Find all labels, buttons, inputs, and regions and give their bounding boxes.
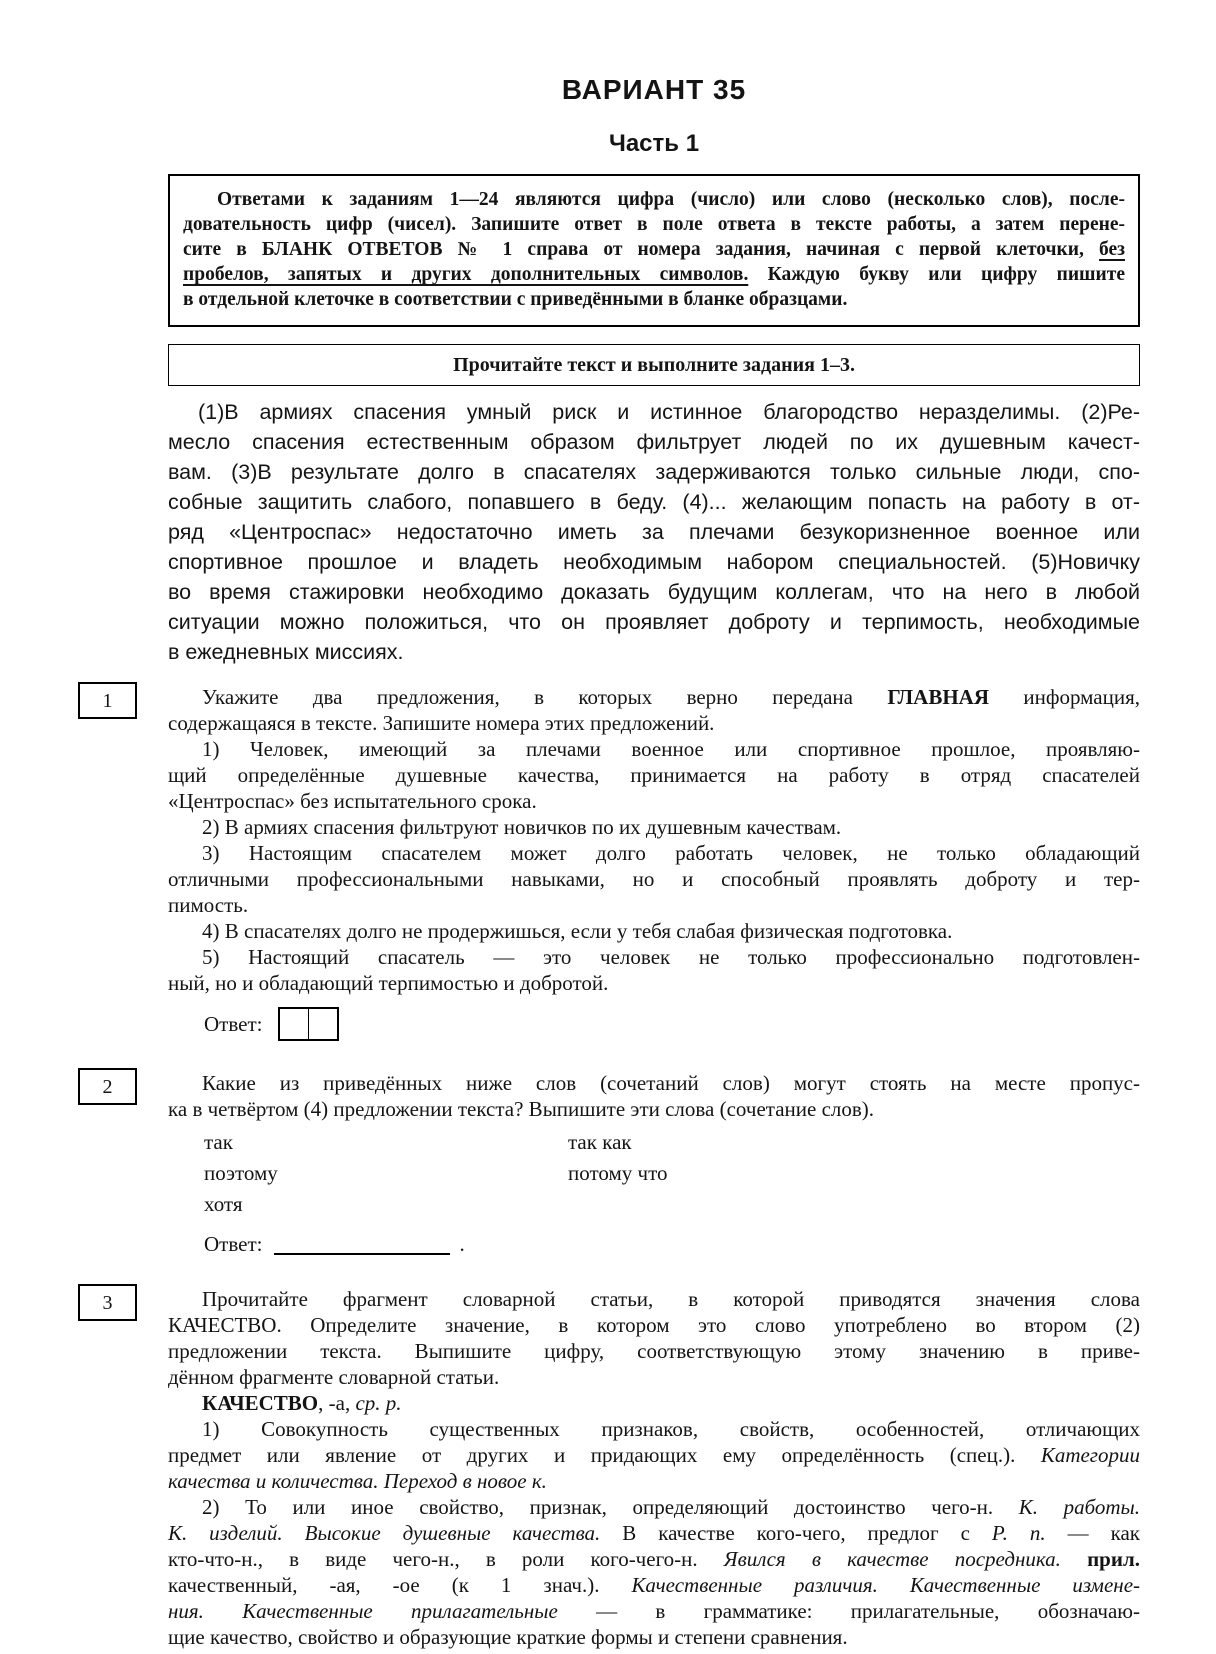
text-segment: довательность цифр (чисел). Запишите ответ в поле ответа в тексте работы, а затем перене- [183, 214, 1125, 235]
answer-cell-2 [308, 1009, 337, 1039]
text-line [168, 1598, 1140, 1624]
task-number: 3 [102, 1291, 113, 1314]
text-line [168, 607, 1140, 637]
text-segment: 3) Настоящим спасателем может долго работать человек, не только обладающий [202, 841, 1140, 865]
text-line [168, 1546, 1140, 1572]
text-segment: Категории [1040, 1443, 1140, 1467]
text-line [168, 1286, 1140, 1312]
text-line [168, 814, 1140, 840]
text-segment: щие качество, свойство и образующие краткие формы и степени сравнения. [168, 1625, 848, 1649]
text-segment: пимость. [168, 893, 249, 917]
text-segment: так как [568, 1130, 632, 1154]
text-line [168, 1416, 1140, 1442]
page-title: ВАРИАНТ 35 [561, 74, 747, 105]
text-segment: качества и количества. Переход в новое к. [168, 1469, 547, 1493]
text-line [204, 1127, 568, 1158]
text-segment: К. работы. [1018, 1495, 1140, 1519]
text-line [168, 547, 1140, 577]
task-2-number-box [78, 1068, 137, 1105]
text-segment: в ежедневных миссиях. [168, 640, 404, 664]
task-3-number-box [78, 1284, 137, 1321]
text-line [168, 788, 1140, 814]
text-segment: Р. п. [991, 1521, 1046, 1545]
text-segment: содержащаяся в тексте. Запишите номера этих предложений. [168, 711, 715, 735]
text-segment: предложении текста. Выпишите цифру, соответствующую этому значению в приве- [168, 1339, 1140, 1363]
text-segment: 2) В армиях спасения фильтруют новичков по их душевным качествам. [202, 815, 842, 839]
text-line [168, 1494, 1140, 1520]
text-segment: ср. р. [355, 1391, 402, 1415]
text-line [168, 710, 1140, 736]
text-line [168, 637, 1140, 667]
text-segment: вам. (3)В результате долго в спасателях задерживаются только сильные люди, спо- [168, 460, 1140, 484]
text-segment: дённом фрагменте словарной статьи. [168, 1365, 500, 1389]
text-line [168, 1312, 1140, 1338]
text-line [168, 736, 1140, 762]
answer-cell-1 [280, 1009, 308, 1039]
text-line [168, 970, 1140, 996]
text-line [168, 397, 1140, 427]
task-number: 2 [102, 1075, 113, 1098]
task-number: 1 [102, 689, 113, 712]
text-line [168, 1390, 1140, 1416]
text-line [168, 840, 1140, 866]
instruction-box [168, 174, 1140, 327]
text-segment: 1) Человек, имеющий за плечами военное или спортивное прошлое, проявляю- [202, 737, 1140, 761]
task-1-answer-row [204, 1007, 1140, 1041]
text-segment: спортивное прошлое и владеть необходимым набором специальностей. (5)Новичку [168, 550, 1140, 574]
answer-label: Ответ: [204, 1232, 263, 1256]
read-task-box [168, 344, 1140, 386]
text-segment: ГЛАВНАЯ [887, 685, 990, 709]
task-1-text [168, 684, 1140, 996]
text-segment: пробелов, запятых и других дополнительных символов. [183, 264, 749, 285]
task-1 [102, 684, 1140, 1041]
task-2-answer-row [204, 1231, 1140, 1257]
answer-cells-box [278, 1007, 339, 1041]
text-line [168, 892, 1140, 918]
text-line [168, 1572, 1140, 1598]
text-line [204, 1189, 568, 1220]
text-segment: собные защитить слабого, попавшего в беду. (4)... желающим попасть на работу в от- [168, 490, 1140, 514]
text-line [168, 1520, 1140, 1546]
text-segment: 5) Настоящий спасатель — это человек не только профессионально подготовлен- [202, 945, 1140, 969]
task-2 [102, 1070, 1140, 1257]
answer-label: Ответ: [204, 1012, 263, 1036]
text-segment: хотя [204, 1192, 243, 1216]
text-segment [1061, 1547, 1087, 1571]
text-line [168, 1442, 1140, 1468]
text-line [568, 1158, 667, 1189]
text-segment: информация, [989, 685, 1140, 709]
text-segment: — как [1045, 1521, 1140, 1545]
text-line [168, 1468, 1140, 1494]
text-segment: Ответами к заданиям 1—24 являются цифра (число) или слово (несколько слов), после- [217, 189, 1125, 210]
answer-suffix: . [459, 1232, 465, 1256]
task-2-text [168, 1070, 1140, 1122]
task-3-text [168, 1286, 1140, 1650]
text-segment: во время стажировки необходимо доказать будущим коллегам, что на него в любой [168, 580, 1140, 604]
text-segment: потому что [568, 1161, 668, 1185]
text-segment: качественный, -ая, -ое (к 1 знач.). [168, 1573, 632, 1597]
text-segment: — в грамматике: прилагательные, обозначаю- [557, 1599, 1140, 1623]
text-segment: Прочитайте фрагмент словарной статьи, в которой приводятся значения слова [202, 1287, 1140, 1311]
text-segment: В качестве кого-чего, предлог с [600, 1521, 992, 1545]
text-segment: Каждую букву или цифру пишите [748, 264, 1125, 285]
text-segment: ка в четвёртом (4) предложении текста? Выпишите эти слова (сочетание слов). [168, 1097, 875, 1121]
task-2-word-options [204, 1127, 1140, 1220]
text-segment: Явился в качестве посредника. [723, 1547, 1061, 1571]
text-segment: КАЧЕСТВО. Определите значение, в котором это слово употреблено во втором (2) [168, 1313, 1140, 1337]
text-line [168, 866, 1140, 892]
text-line [568, 1127, 667, 1158]
text-segment: щий определённые душевные качества, принимается на работу в отряд спасателей [168, 763, 1140, 787]
text-line [168, 457, 1140, 487]
text-segment: 1) Совокупность существенных признаков, свойств, особенностей, отличающих [202, 1417, 1140, 1441]
text-segment: ситуации можно положиться, что он проявляет доброту и терпимость, необходимые [168, 610, 1140, 634]
text-segment: Качественные различия. Качественные измене- [631, 1573, 1141, 1597]
text-segment: месло спасения естественным образом фильтрует людей по их душевным качест- [168, 430, 1140, 454]
text-line [168, 487, 1140, 517]
text-line [183, 237, 1125, 262]
text-line [168, 1338, 1140, 1364]
text-line [168, 684, 1140, 710]
text-segment: , -а, [318, 1391, 356, 1415]
task-1-number-box [78, 682, 137, 719]
text-segment: поэтому [204, 1161, 278, 1185]
text-segment: 2) То или иное свойство, признак, определяющий достоинство чего-н. [202, 1495, 1019, 1519]
reading-passage [168, 397, 1140, 667]
word-options-column-2 [568, 1127, 667, 1220]
text-line [168, 517, 1140, 547]
text-line [183, 287, 1125, 312]
text-segment: так [204, 1130, 233, 1154]
text-segment: Укажите два предложения, в которых верно передана [202, 685, 888, 709]
text-segment: сите в БЛАНК ОТВЕТОВ № 1 справа от номера задания, начиная с первой клеточки, [183, 239, 1100, 260]
text-line [168, 944, 1140, 970]
text-line [168, 577, 1140, 607]
text-segment: КАЧЕСТВО [202, 1391, 319, 1415]
text-line [168, 1364, 1140, 1390]
text-segment: предмет или явление от других и придающих ему определённость (спец.). [168, 1443, 1041, 1467]
read-task-text: Прочитайте текст и выполните задания 1–3. [453, 354, 855, 376]
text-line [183, 187, 1125, 212]
text-segment: 4) В спасателях долго не продержишься, если у тебя слабая физическая подготовка. [202, 919, 953, 943]
text-segment: прил. [1087, 1547, 1140, 1571]
text-line [183, 212, 1125, 237]
text-line [168, 1624, 1140, 1650]
text-segment: ный, но и обладающий терпимостью и добротой. [168, 971, 609, 995]
text-segment: ния. Качественные прилагательные [168, 1599, 558, 1623]
text-line [168, 918, 1140, 944]
text-segment: К. изделий. Высокие душевные качества. [168, 1521, 601, 1545]
text-segment: без [1099, 239, 1125, 260]
word-options-column-1 [204, 1127, 568, 1220]
answer-blank-line [274, 1233, 450, 1255]
text-segment: в отдельной клеточке в соответствии с приведёнными в бланке образцами. [183, 289, 848, 310]
text-line [204, 1158, 568, 1189]
text-segment: (1)В армиях спасения умный риск и истинное благородство неразделимы. (2)Ре- [198, 400, 1140, 424]
text-segment: «Центроспас» без испытательного срока. [168, 789, 537, 813]
text-line [168, 1070, 1140, 1096]
text-segment: отличными профессиональными навыками, но и способный проявлять доброту и тер- [168, 867, 1140, 891]
task-3 [102, 1286, 1141, 1650]
text-line [168, 427, 1140, 457]
text-segment: ряд «Центроспас» недостаточно иметь за плечами безукоризненное военное или [168, 520, 1140, 544]
text-line [168, 1096, 1140, 1122]
text-segment: кто-что-н., в виде чего-н., в роли кого-чего-н. [168, 1547, 724, 1571]
text-segment: Какие из приведённых ниже слов (сочетаний слов) могут стоять на месте пропус- [202, 1071, 1140, 1095]
part-title: Часть 1 [608, 130, 700, 157]
text-line [183, 262, 1125, 287]
text-line [168, 762, 1140, 788]
